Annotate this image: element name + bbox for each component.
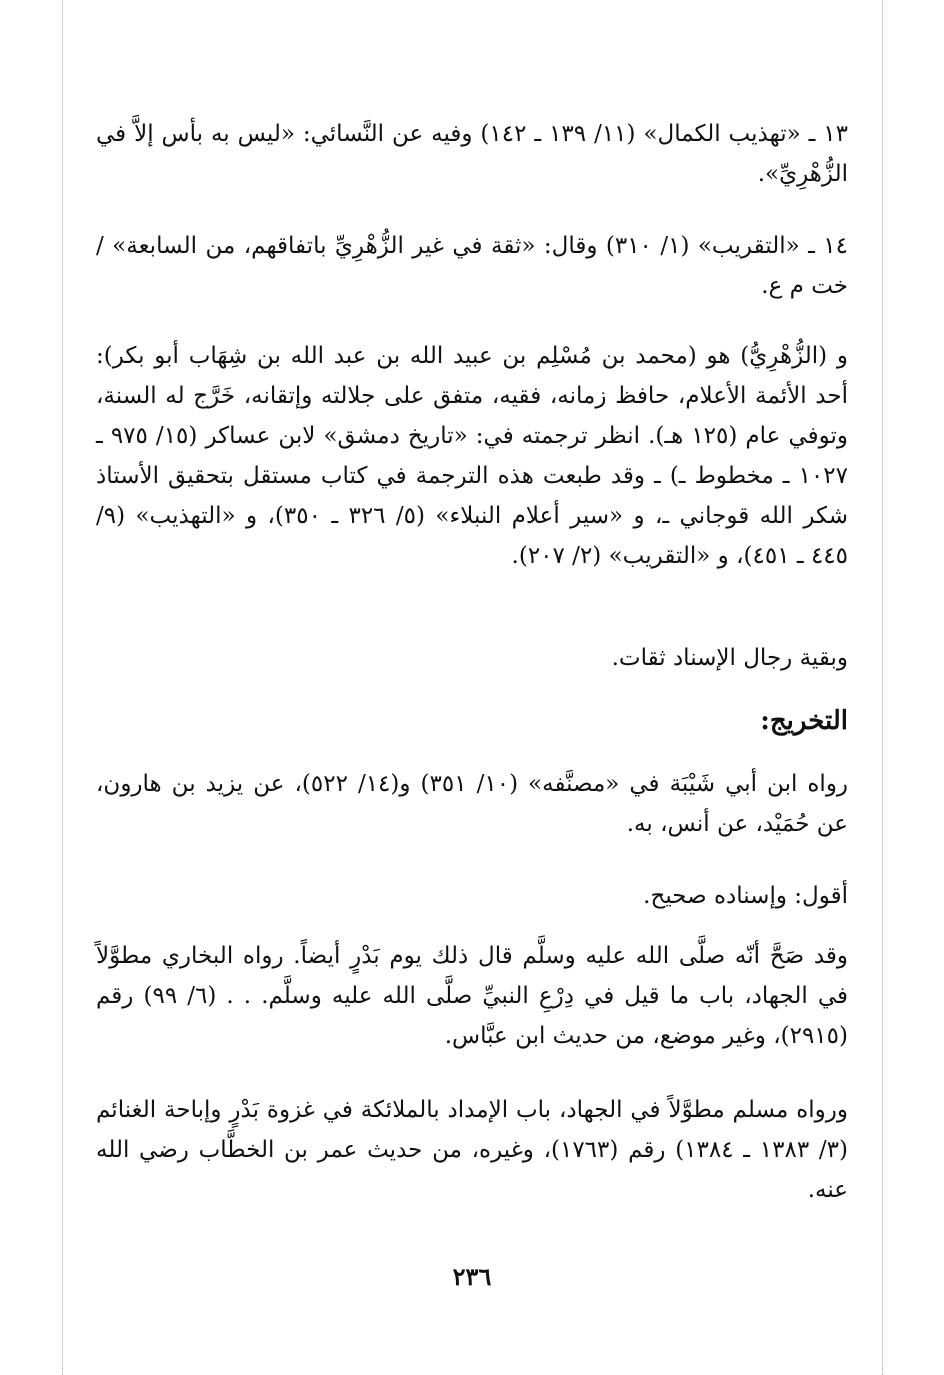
takhrij-ibn-abi-shayba-paragraph: رواه ابن أبي شَيْبَة في «مصنَّفه» (١٠/ ٣٥١) و(١٤/ ٥٢٢)، عن يزيد بن هارون، عن حُمَيْد، عن أنس، به. — [96, 771, 849, 837]
isnad-verdict-paragraph: أقول: وإسناده صحيح. — [643, 883, 848, 909]
page-number: ٢٣٦ — [452, 1262, 492, 1291]
left-margin-dotted-rule — [62, 0, 63, 1375]
muslim-narration-paragraph: ورواه مسلم مطوَّلاً في الجهاد، باب الإمداد بالملائكة في غزوة بَدْرٍ وإباحة الغنائم (٣/ ١٣٨٣ ـ ١٣٨٤) رقم (١٧٦٣)، وغيره، من حديث عمر بن الخطَّاب رضي الله عنه. — [96, 1097, 848, 1203]
takhrij-heading: التخريج: — [760, 706, 848, 736]
footnote-13-paragraph: ١٣ ـ «تهذيب الكمال» (١١/ ١٣٩ ـ ١٤٢) وفيه عن النَّسائي: «ليس به بأس إلاَّ في الزُّهْرِيِّ». — [96, 121, 849, 187]
right-margin-dotted-rule — [882, 0, 883, 1375]
zuhri-biography-paragraph: و (الزُّهْرِيُّ) هو (محمد بن مُسْلِم بن عبيد الله بن عبد الله بن شِهَاب أبو بكر): أحد الأئمة الأعلام، حافظ زمانه، فقيه، متفق على جلالته وإتقانه، خَرَّج له السنة، وتوفي عام (١٢٥ هـ). انظر ترجمته في: «تاريخ دمشق» لابن عساكر (١٥/ ٩٧٥ ـ ١٠٢٧ ـ مخطوط ـ) ـ وقد طبعت هذه الترجمة في كتاب مستقل بتحقيق الأستاذ شكر الله قوجاني ـ، و «سير أعلام النبلاء» (٥/ ٣٢٦ ـ ٣٥٠)، و «التهذيب» (٩/ ٤٤٥ ـ ٤٥١)، و «التقريب» (٢/ ٢٠٧). — [96, 343, 848, 569]
bukhari-narration-paragraph: وقد صَحَّ أنّه صلَّى الله عليه وسلَّم قال ذلك يوم بَدْرٍ أيضاً. رواه البخاري مطوَّلاً في الجهاد، باب ما قيل في دِرْعِ النبيِّ صلَّى الله عليه وسلَّم. . . (٦/ ٩٩) رقم (٢٩١٥)، وغير موضع، من حديث ابن عبَّاس. — [96, 943, 848, 1049]
footnote-14-paragraph: ١٤ ـ «التقريب» (١/ ٣١٠) وقال: «ثقة في غير الزُّهْرِيِّ باتفاقهم، من السابعة» / خت م ع. — [96, 233, 848, 299]
remaining-narrators-paragraph: وبقية رجال الإسناد ثقات. — [611, 645, 848, 671]
